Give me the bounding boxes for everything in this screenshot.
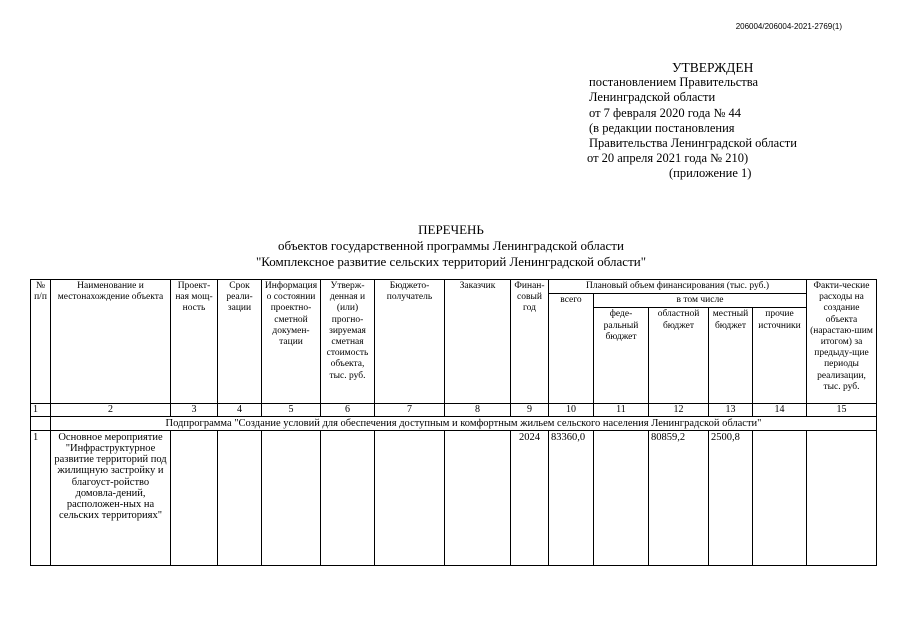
document-id: 206004/206004-2021-2769(1)	[735, 22, 842, 31]
header-other: прочие источники	[753, 308, 807, 404]
row-total: 83360,0	[549, 430, 594, 565]
header-total: всего	[549, 294, 594, 404]
approval-line: от 7 февраля 2020 года № 44	[589, 105, 742, 120]
row-year: 2024	[511, 430, 549, 565]
row-object-name: Основное мероприятие "Инфраструктурное развитие территорий под жилищную застройку и благоуст-ройство домовла-дений, расположен-ных на сельских территориях"	[51, 430, 171, 565]
row-other	[753, 430, 807, 565]
header-name: Наименование и местонахождение объекта	[51, 280, 171, 404]
column-number: 10	[549, 404, 594, 416]
header-federal: феде-ральный бюджет	[594, 308, 649, 404]
approval-line: Правительства Ленинградской области	[589, 136, 797, 151]
approval-line: постановлением Правительства	[589, 75, 759, 90]
column-number: 1	[31, 404, 51, 416]
column-number: 8	[445, 404, 511, 416]
document-heading	[0, 222, 902, 270]
row-local: 2500,8	[709, 430, 753, 565]
row-federal	[594, 430, 649, 565]
approval-title: УТВЕРЖДЕН	[672, 60, 754, 75]
table-row	[31, 430, 877, 565]
row-num: 1	[31, 430, 51, 565]
objects-table	[30, 279, 877, 566]
column-numbers-row	[31, 404, 877, 416]
column-number: 14	[753, 404, 807, 416]
subprogram-row	[31, 416, 877, 430]
header-num: № п/п	[31, 280, 51, 404]
header-actual: Факти-ческие расходы на создание объекта (нарастаю-шим итогом) за предыду-щие периоды реализации, тыс. руб.	[807, 280, 877, 404]
header-customer: Заказчик	[445, 280, 511, 404]
column-number: 5	[262, 404, 321, 416]
approval-line: Ленинградской области	[589, 90, 716, 105]
subprogram-title: Подпрограмма "Создание условий для обеспечения доступным и комфортным жильем сельского населения Ленинградской области"	[51, 416, 877, 430]
header-term: Срок реали-зации	[218, 280, 262, 404]
header-local: местный бюджет	[709, 308, 753, 404]
approval-line: (в редакции постановления	[589, 120, 735, 135]
column-number: 15	[807, 404, 877, 416]
approval-line: от 20 апреля 2021 года № 210)	[587, 151, 749, 166]
header-year: Финан-совый год	[511, 280, 549, 404]
header-cost: Утверж-денная и (или) прогно-зируемая сметная стоимость объекта, тыс. руб.	[321, 280, 375, 404]
heading-line-1: объектов государственной программы Ленинградской области	[278, 238, 624, 253]
column-number: 4	[218, 404, 262, 416]
column-number: 13	[709, 404, 753, 416]
header-regional: областной бюджет	[649, 308, 709, 404]
row-regional: 80859,2	[649, 430, 709, 565]
header-recipient: Бюджето-получатель	[375, 280, 445, 404]
header-capacity: Проект-ная мощ-ность	[171, 280, 218, 404]
column-number: 3	[171, 404, 218, 416]
approval-block	[587, 60, 847, 182]
header-plan: Плановый объем финансирования (тыс. руб.)	[549, 280, 807, 294]
approval-appendix: (приложение 1)	[669, 166, 752, 181]
column-number: 12	[649, 404, 709, 416]
column-number: 11	[594, 404, 649, 416]
column-number: 7	[375, 404, 445, 416]
header-including: в том числе	[594, 294, 807, 308]
header-row	[31, 280, 877, 294]
column-number: 6	[321, 404, 375, 416]
header-docs: Информация о состоянии проектно-сметной докумен-тации	[262, 280, 321, 404]
heading-title: ПЕРЕЧЕНЬ	[418, 222, 484, 237]
column-number: 2	[51, 404, 171, 416]
column-number: 9	[511, 404, 549, 416]
heading-line-2: "Комплексное развитие сельских территорий Ленинградской области"	[255, 254, 647, 269]
